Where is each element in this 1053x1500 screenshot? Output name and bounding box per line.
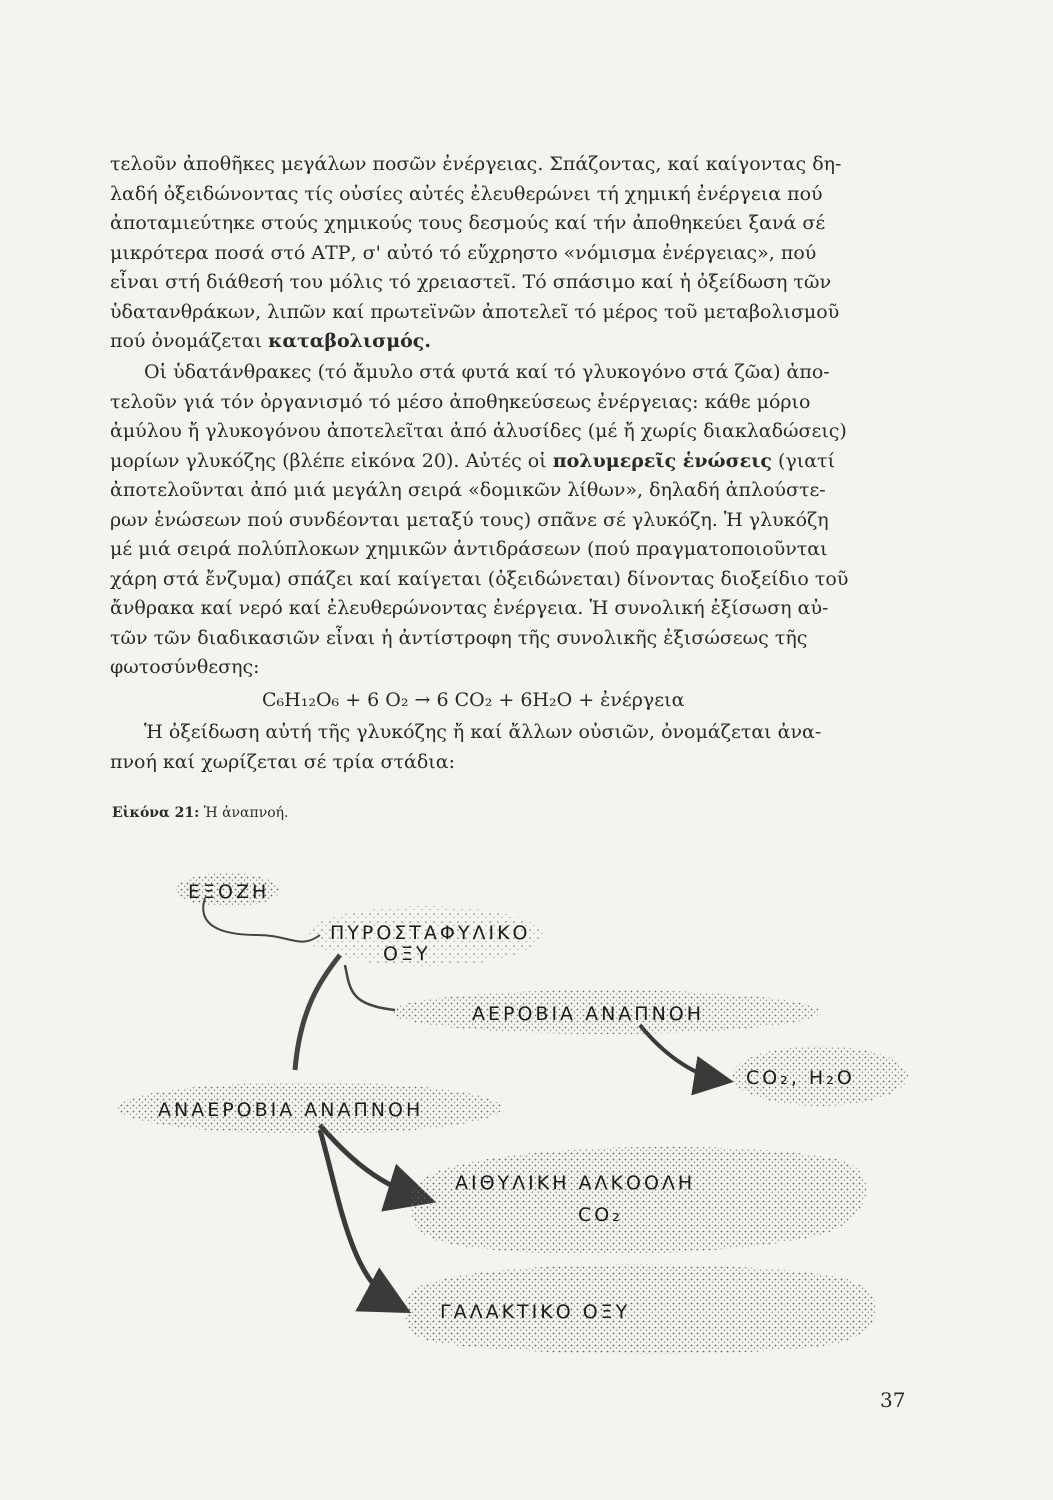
- text-line: Ἡ ὀξείδωση αὐτή τῆς γλυκόζης ἤ καί ἄλλων οὐσιῶν, ὀνομάζεται ἀνα-: [144, 721, 822, 743]
- ethyl-alcohol-node: [410, 1147, 866, 1254]
- text-fragment: (γιατί: [771, 449, 836, 472]
- text-line: ἀποτελοῦνται ἀπό μιά μεγάλη σειρά «δομικῶν λίθων», δηλαδή ἁπλούστε-: [110, 479, 826, 501]
- hexose-node: [176, 873, 280, 907]
- text-line: τῶν τῶν διαδικασιῶν εἶναι ἡ ἀντίστροφη τῆς συνολικῆς ἐξισώσεως τῆς: [110, 626, 808, 649]
- arrow-anaerobic-to-lactic: [320, 1130, 398, 1306]
- label-ethanol: ΑΙΘΥΛΙΚΗ ΑΛΚΟΟΛΗ: [455, 1172, 696, 1194]
- text-line: φωτοσύνθεσης:: [110, 656, 260, 678]
- aerobic-respiration-node: [390, 990, 820, 1034]
- respiration-diagram: [0, 840, 1053, 1360]
- label-lactic: ΓΑΛΑΚΤΙΚΟ ΟΞΥ: [440, 1301, 631, 1323]
- text-fragment: πού ὀνομάζεται: [110, 330, 269, 352]
- text-line: ἄνθρακα καί νερό καί ἐλευθερώνοντας ἐνέργεια. Ἡ συνολική ἐξίσωση αὐ-: [110, 597, 829, 619]
- text-line: [110, 447, 900, 477]
- label-pyruvic-line1: ΠΥΡΟΣΤΑΦΥΛΙΚΟ: [330, 922, 531, 944]
- text-line: ὑδατανθράκων, λιπῶν καί πρωτεϊνῶν ἀποτελεῖ τό μέρος τοῦ μεταβολισμοῦ: [110, 300, 840, 323]
- text-line: μέ μιά σειρά πολύπλοκων χημικῶν ἀντιδράσεων (πού πραγματοποιοῦνται: [110, 538, 828, 560]
- lactic-acid-node: [404, 1264, 876, 1354]
- paragraph-catabolism: [110, 150, 900, 357]
- caption-text: Ἡ ἀναπνοή.: [199, 805, 289, 821]
- products-node: [732, 1046, 908, 1106]
- label-products: CO₂, H₂O: [746, 1067, 855, 1089]
- text-fragment: μορίων γλυκόζης (βλέπε εἰκόνα 20). Αὐτές οἱ: [110, 449, 553, 472]
- bold-term-catabolism: καταβολισμός.: [268, 330, 431, 352]
- arrow-pyruvic-to-anaerobic: [295, 955, 340, 1070]
- paragraph-carbohydrates: [110, 358, 900, 683]
- figure-caption: [112, 805, 289, 821]
- text-line: Οἱ ὑδατάνθρακες (τό ἄμυλο στά φυτά καί τό γλυκογόνο στά ζῶα) ἀπο-: [144, 361, 830, 383]
- text-line: τελοῦν ἀποθῆκες μεγάλων ποσῶν ἐνέργειας. Σπάζοντας, καί καίγοντας δη-: [110, 153, 842, 175]
- label-ethanol-co2: CO₂: [578, 1204, 623, 1226]
- respiration-equation: C₆H₁₂O₆ + 6 O₂ → 6 CO₂ + 6H₂O + ἐνέργεια: [262, 689, 685, 711]
- pyruvic-acid-node: [307, 906, 543, 966]
- text-line: ἀμύλου ἤ γλυκογόνου ἀποτελεῖται ἀπό ἁλυσίδες (μέ ἤ χωρίς διακλαδώσεις): [110, 420, 847, 442]
- anaerobic-respiration-node: [118, 1082, 502, 1134]
- text-line: τελοῦν γιά τόν ὀργανισμό τό μέσο ἀποθηκεύσεως ἐνέργειας: κάθε μόριο: [110, 390, 811, 413]
- text-line: [110, 327, 900, 357]
- label-aerobic: ΑΕΡΟΒΙΑ ΑΝΑΠΝΟΗ: [472, 1003, 705, 1025]
- bold-term-polymers: πολυμερεῖς ἑνώσεις: [552, 449, 772, 472]
- text-line: ρων ἑνώσεων πού συνδέονται μεταξύ τους) σπᾶνε σέ γλυκόζη. Ἡ γλυκόζη: [110, 508, 829, 531]
- label-pyruvic-line2: ΟΞΥ: [383, 943, 431, 965]
- text-line: εἶναι στή διάθεσή του μόλις τό χρειαστεῖ. Τό σπάσιμο καί ἡ ὀξείδωση τῶν: [110, 271, 831, 293]
- text-line: χάρη στά ἔνζυμα) σπάζει καί καίγεται (ὀξειδώνεται) δίνοντας διοξείδιο τοῦ: [110, 567, 849, 590]
- label-hexose: ΕΞΟΖΗ: [188, 881, 270, 903]
- paragraph-respiration: [110, 718, 900, 777]
- text-line: ἀποταμιεύτηκε στούς χημικούς τους δεσμούς καί τήν ἀποθηκεύει ξανά σέ: [110, 212, 826, 234]
- text-line: μικρότερα ποσά στό ΑΤΡ, σ' αὐτό τό εὔχρηστο «νόμισμα ἐνέργειας», πού: [110, 241, 817, 264]
- text-line: πνοή καί χωρίζεται σέ τρία στάδια:: [110, 750, 455, 773]
- text-line: λαδή ὀξειδώνοντας τίς οὐσίες αὐτές ἐλευθερώνει τή χημική ἐνέργεια πού: [110, 182, 823, 205]
- page-number: 37: [880, 1388, 906, 1412]
- caption-label: Εἰκόνα 21:: [112, 805, 200, 821]
- label-anaerobic: ΑΝΑΕΡΟΒΙΑ ΑΝΑΠΝΟΗ: [158, 1099, 424, 1121]
- arrow-pyruvic-to-aerobic: [345, 965, 395, 1010]
